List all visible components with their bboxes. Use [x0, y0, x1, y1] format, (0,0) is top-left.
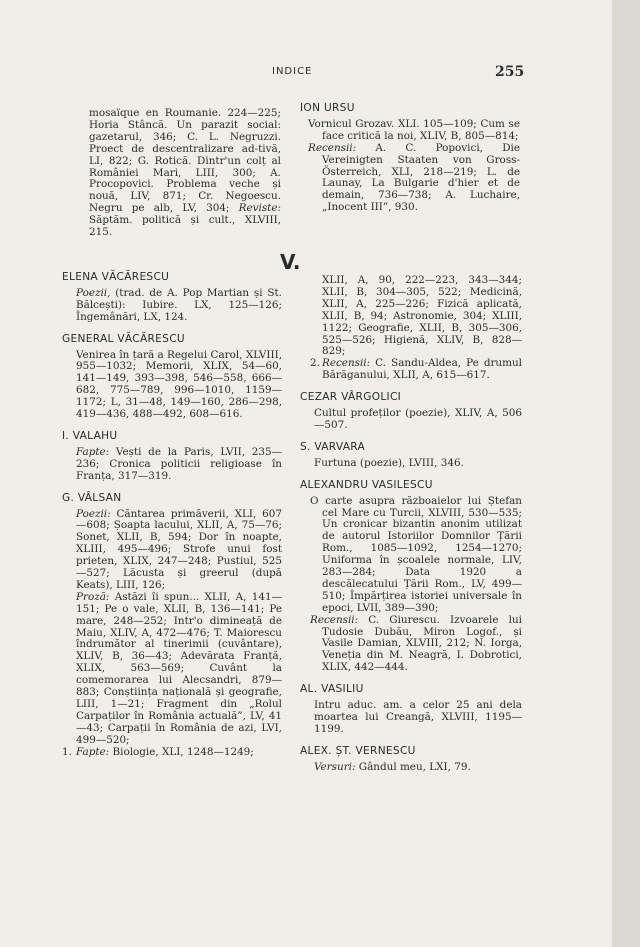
entry-text: (trad. de A. Pop Martian și St. Bălcești): Iubire. LX, 125—126; Îngemânări, LX, 124.: [76, 286, 282, 323]
author-heading: S. VARVARA: [300, 440, 366, 453]
author-section: [300, 746, 522, 774]
entry-label: Poezii,: [76, 286, 111, 299]
entry-number: 1.: [62, 745, 72, 758]
right-column: [300, 275, 522, 784]
author-heading: AL. VASILIU: [300, 683, 364, 696]
entry-text: O carte asupra războaielor lui Ștefan cel Mare cu Turcii, XLVIII, 530—535; Un cronicar bizantin anonim utilizat de autorul Istoriilor Domnilor Țării Rom., 1085—1092, 1254—1270; Uniforma în școalele normale, LIV, 283—284; Data 1920 a descălecatului Țării Rom., LV, 499—510; Împărțirea istoriei universale în epoci, LVII, 389—390;: [310, 494, 522, 614]
entry-text: Gândul meu, LXI, 79.: [355, 760, 471, 773]
entry-text: Biologie, XLI, 1248—1249;: [109, 745, 254, 758]
entry-paragraph: [300, 762, 522, 774]
author-heading: CEZAR VÂRGOLICI: [300, 391, 402, 404]
entry-paragraph: [62, 447, 282, 483]
entry-label: Recensii:: [308, 141, 357, 154]
entry-paragraph: [300, 358, 522, 382]
entry-text: Căntarea primăverii, XLI, 607—608; Șoapta lacului, XLII, A, 75—76; Sonet, XLII, B, 594; Dor în noapte, XLIII, 495—496; Strofe unui fost prieten, XLIX, 247—248; Pustiul, 525—527; Lăcusta și greerul (după Keats), LIII, 126;: [76, 507, 282, 591]
author-heading: G. VÂLSAN: [62, 491, 122, 504]
entry-paragraph: [62, 350, 282, 421]
author-section: [62, 493, 282, 759]
entry-paragraph: [300, 496, 522, 615]
entry-number: 2.: [310, 357, 320, 370]
author-section: [300, 392, 522, 432]
author-section: [62, 334, 282, 421]
entry-text: Cultul profeților (poezie), XLIV, A, 506—507.: [314, 407, 522, 431]
top-right-column: [300, 103, 520, 214]
author-section: [62, 431, 282, 483]
author-heading: ALEX. ȘT. VERNESCU: [300, 744, 416, 757]
entry-label: Reviste:: [238, 202, 281, 215]
entry-paragraph: [300, 458, 522, 470]
entry-text: Vești de la Paris, LVII, 235—236; Cronica politicii religioase în Franța, 317—319.: [76, 445, 282, 482]
entry-label: Recensii:: [310, 613, 359, 626]
entry-paragraph: [300, 119, 520, 143]
left-column: [62, 272, 282, 769]
entry-label: Fapte:: [76, 745, 110, 758]
entry-text: C. Giurescu. Izvoarele lui Tudosie Dubău, Miron Logof., și Vasile Damian, XLVIII, 212; N. Iorga, Veneția din M. Neagră, I. Dobrotici, XLIX, 442—444.: [322, 613, 522, 674]
author-heading: I. VALAHU: [62, 429, 118, 442]
section-letter: V.: [280, 250, 301, 274]
top-left-column: [75, 108, 281, 239]
author-section: [62, 272, 282, 324]
page-number: 255: [495, 64, 525, 80]
entry-label: Recensii:: [322, 357, 371, 370]
entry-paragraph: [62, 747, 282, 759]
entry-paragraph: [300, 408, 522, 432]
entry-paragraph: [62, 592, 282, 747]
entry-text: A. C. Popovici, Die Vereinigten Staaten von Gross-Österreich, XLI, 218—219; L. de Launay, La Bulgarie d'hier et de demain, 736—738; A. Luchaire, „Inocent III”, 930.: [322, 141, 520, 214]
author-heading: ELENA VĂCĂRESCU: [62, 271, 170, 283]
entry-label: Fapte:: [76, 445, 110, 458]
entry-paragraph: [300, 700, 522, 736]
author-heading: GENERAL VĂCĂRESCU: [62, 332, 185, 345]
author-heading: ALEXANDRU VASILESCU: [300, 478, 433, 491]
entry-label: Poezii:: [76, 507, 111, 520]
entry-text: Venirea în țară a Regelui Carol, XLVIII, 955—1032; Memorii, XLIX, 54—60, 141—149, 393—398, 546—558, 666—682, 775—789, 996—1010, 1159—1172; L, 31—48, 149—160, 286—298, 419—436, 488—492, 608—616.: [76, 348, 282, 421]
page-edge: [612, 0, 640, 947]
running-header: [0, 66, 640, 86]
entry-paragraph: [300, 615, 522, 675]
entry-text: C. Sandu-Aldea, Pe drumul Bărăganului, XLII, A, 615—617.: [322, 357, 522, 382]
author-section: [300, 480, 522, 675]
entry-paragraph: [300, 275, 522, 358]
entry-text: mosaïque en Roumanie. 224—225; Horia Stâncă. Un parazit social: gazetarul, 346; C. L. Negruzzi. Proect de descentralizare ad-tivă, LI, 822; G. Rotică. Dintr'un colț al României Mari, LIII, 300; A. Procopovici. Problema veche și nouă, LIV, 871; Cr. Negoescu. Negru pe alb, LV, 304;: [89, 107, 281, 215]
continued-section: [300, 275, 522, 382]
header-title: INDICE: [272, 66, 313, 77]
entry-text: XLII, A, 90, 222—223, 343—344; XLII, B, 304—305, 522; Medicină, XLII, A, 225—226; Fizică aplicată, XLII, B, 94; Astronomie, 304; XLIII, 1122; Geografie, XLII, B, 305—306, 525—526; Higienă, XLIV, B, 828—829;: [322, 274, 522, 358]
entry-label: Proză:: [76, 590, 110, 603]
author-section: [300, 684, 522, 736]
continued-entry: [75, 108, 281, 239]
entry-label: Versuri:: [314, 760, 356, 773]
entry-text: Furtuna (poezie), LVIII, 346.: [314, 456, 464, 469]
author-section: [300, 442, 522, 470]
entry-text: Astăzi îi spun... XLII, A, 141—151; Pe o vale, XLII, B, 136—141; Pe mare, 248—252; Intr'o dimineață de Maiu, XLIV, A, 472—476; T. Maiorescu îndrumător al tinerimii (cuvântare), XLIV, B, 36—43; Adevărata Franță, XLIX, 563—569; Cuvânt la comemorarea lui Alecsandri, 879—883; Conștiința națională și geografie, LIII, 1—21; Fragment din „Rolul Carpaților în România actuală”, LV, 41—43; Carpații în România de azi, LVI, 499—520;: [76, 590, 282, 746]
entry-text: Intru aduc. am. a celor 25 ani dela moartea lui Creangă, XLVIII, 1195—1199.: [314, 699, 522, 735]
entry-text: Săptăm. politică și cult., XLVIII, 215.: [89, 214, 281, 239]
entry-paragraph: [62, 509, 282, 592]
entry-paragraph: [300, 143, 520, 214]
author-heading: ION URSU: [300, 102, 355, 114]
entry-text: Vornicul Grozav. XLI. 105—109; Cum se face critică la noi, XLIV, B, 805—814;: [308, 117, 520, 142]
entry-paragraph: [62, 288, 282, 324]
